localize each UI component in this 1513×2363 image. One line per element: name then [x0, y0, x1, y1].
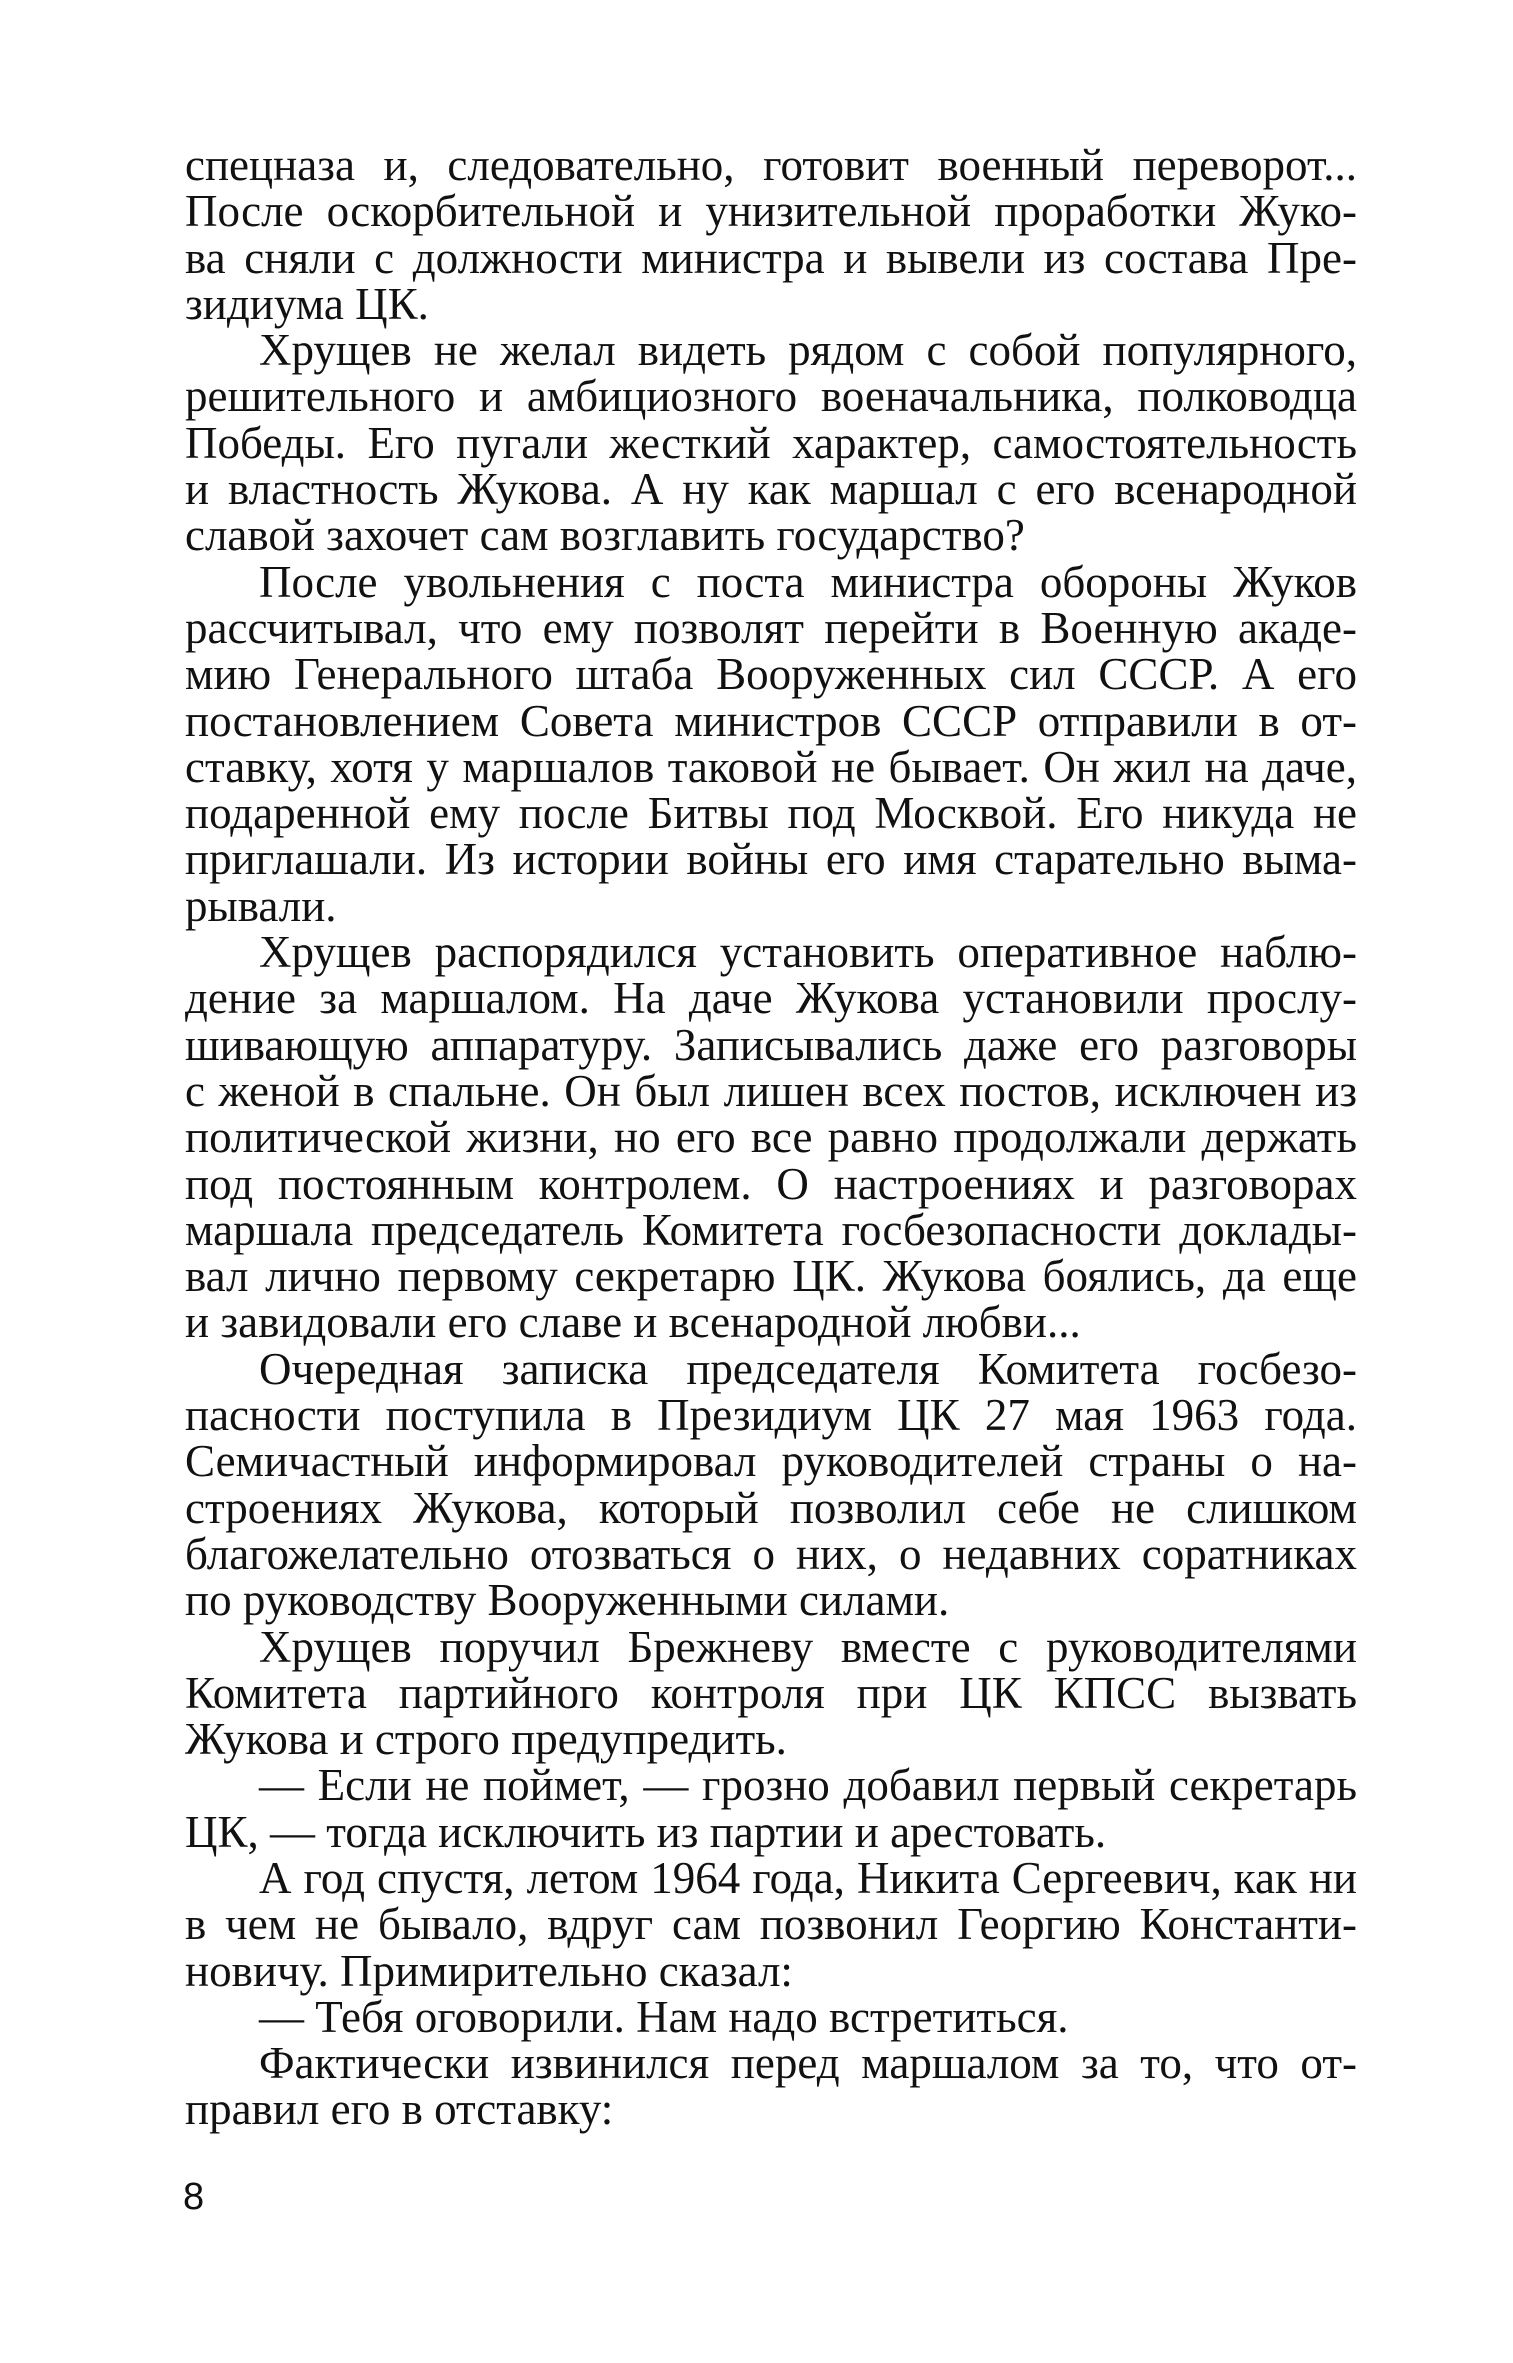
text-line: по руководству Вооруженными силами. — [185, 1575, 950, 1626]
text-line: Победы. Его пугали жесткий характер, самостоятельность — [185, 417, 1357, 468]
paragraph-first-line: Хрущев не желал видеть рядом с собой популярного, — [259, 325, 1357, 376]
text-line: вал лично первому секретарю ЦК. Жукова боялись, да еще — [185, 1251, 1357, 1302]
text-line: пасности поступила в Президиум ЦК 27 мая 1963 года. — [185, 1390, 1357, 1441]
text-line: под постоянным контролем. О настроениях и разговорах — [185, 1158, 1357, 1209]
text-line: постановлением Совета министров СССР отправили в от- — [185, 695, 1357, 746]
body-text — [185, 142, 1357, 2133]
text-line: приглашали. Из истории войны его имя старательно выма- — [185, 834, 1357, 885]
text-line: Жукова и строго предупредить. — [185, 1714, 787, 1765]
text-line: в чем не бывало, вдруг сам позвонил Георгию Константи- — [185, 1899, 1357, 1950]
text-line: славой захочет сам возглавить государство? — [185, 510, 1025, 561]
text-line: маршала председатель Комитета госбезопасности доклады- — [185, 1204, 1357, 1255]
text-line: новичу. Примирительно сказал: — [185, 1945, 793, 1996]
text-line: дение за маршалом. На даче Жукова установили прослу- — [185, 973, 1357, 1024]
text-line: шивающую аппаратуру. Записывались даже его разговоры — [185, 1019, 1357, 1070]
text-line: ва сняли с должности министра и вывели из состава Пре- — [185, 232, 1357, 283]
text-line: рывали. — [185, 880, 337, 931]
paragraph-first-line: Хрущев поручил Брежневу вместе с руководителями — [259, 1621, 1357, 1672]
page-number: 8 — [183, 2176, 205, 2218]
paragraph-first-line: — Тебя оговорили. Нам надо встретиться. — [259, 1991, 1069, 2042]
text-line: благожелательно отозваться о них, о недавних соратниках — [185, 1528, 1357, 1579]
text-line: Семичастный информировал руководителей страны о на- — [185, 1436, 1357, 1487]
text-line: ставку, хотя у маршалов таковой не бывает. Он жил на даче, — [185, 741, 1357, 792]
paragraph-first-line: Очередная записка председателя Комитета госбезо- — [259, 1343, 1357, 1394]
text-line: и завидовали его славе и всенародной любви... — [185, 1297, 1081, 1348]
text-line: с женой в спальне. Он был лишен всех постов, исключен из — [185, 1065, 1357, 1116]
text-line: решительного и амбициозного военачальника, полководца — [185, 371, 1357, 422]
paragraph-first-line: Фактически извинился перед маршалом за то, что от- — [259, 2038, 1357, 2089]
text-line: ЦК, — тогда исключить из партии и арестовать. — [185, 1806, 1107, 1857]
paragraph-first-line: После увольнения с поста министра обороны Жуков — [259, 556, 1357, 607]
text-line: мию Генерального штаба Вооруженных сил СССР. А его — [185, 649, 1357, 700]
text-line: правил его в отставку: — [185, 2084, 614, 2135]
text-line: и властность Жукова. А ну как маршал с его всенародной — [185, 464, 1357, 515]
text-line: зидиума ЦК. — [185, 278, 429, 329]
text-line: рассчитывал, что ему позволят перейти в Военную акаде- — [185, 602, 1357, 653]
paragraph-first-line: А год спустя, летом 1964 года, Никита Сергеевич, как ни — [259, 1852, 1357, 1903]
text-line: Комитета партийного контроля при ЦК КПСС вызвать — [185, 1667, 1357, 1718]
text-line: политической жизни, но его все равно продолжали держать — [185, 1112, 1357, 1163]
text-line: спецназа и, следовательно, готовит военный переворот... — [185, 140, 1357, 190]
text-line: подаренной ему после Битвы под Москвой. Его никуда не — [185, 788, 1357, 839]
paragraph-first-line: — Если не поймет, — грозно добавил первый секретарь — [259, 1760, 1357, 1811]
text-line: После оскорбительной и унизительной проработки Жуко- — [185, 186, 1357, 237]
paragraph-first-line: Хрущев распорядился установить оперативное наблю- — [259, 927, 1357, 978]
text-line: строениях Жукова, который позволил себе не слишком — [185, 1482, 1357, 1533]
